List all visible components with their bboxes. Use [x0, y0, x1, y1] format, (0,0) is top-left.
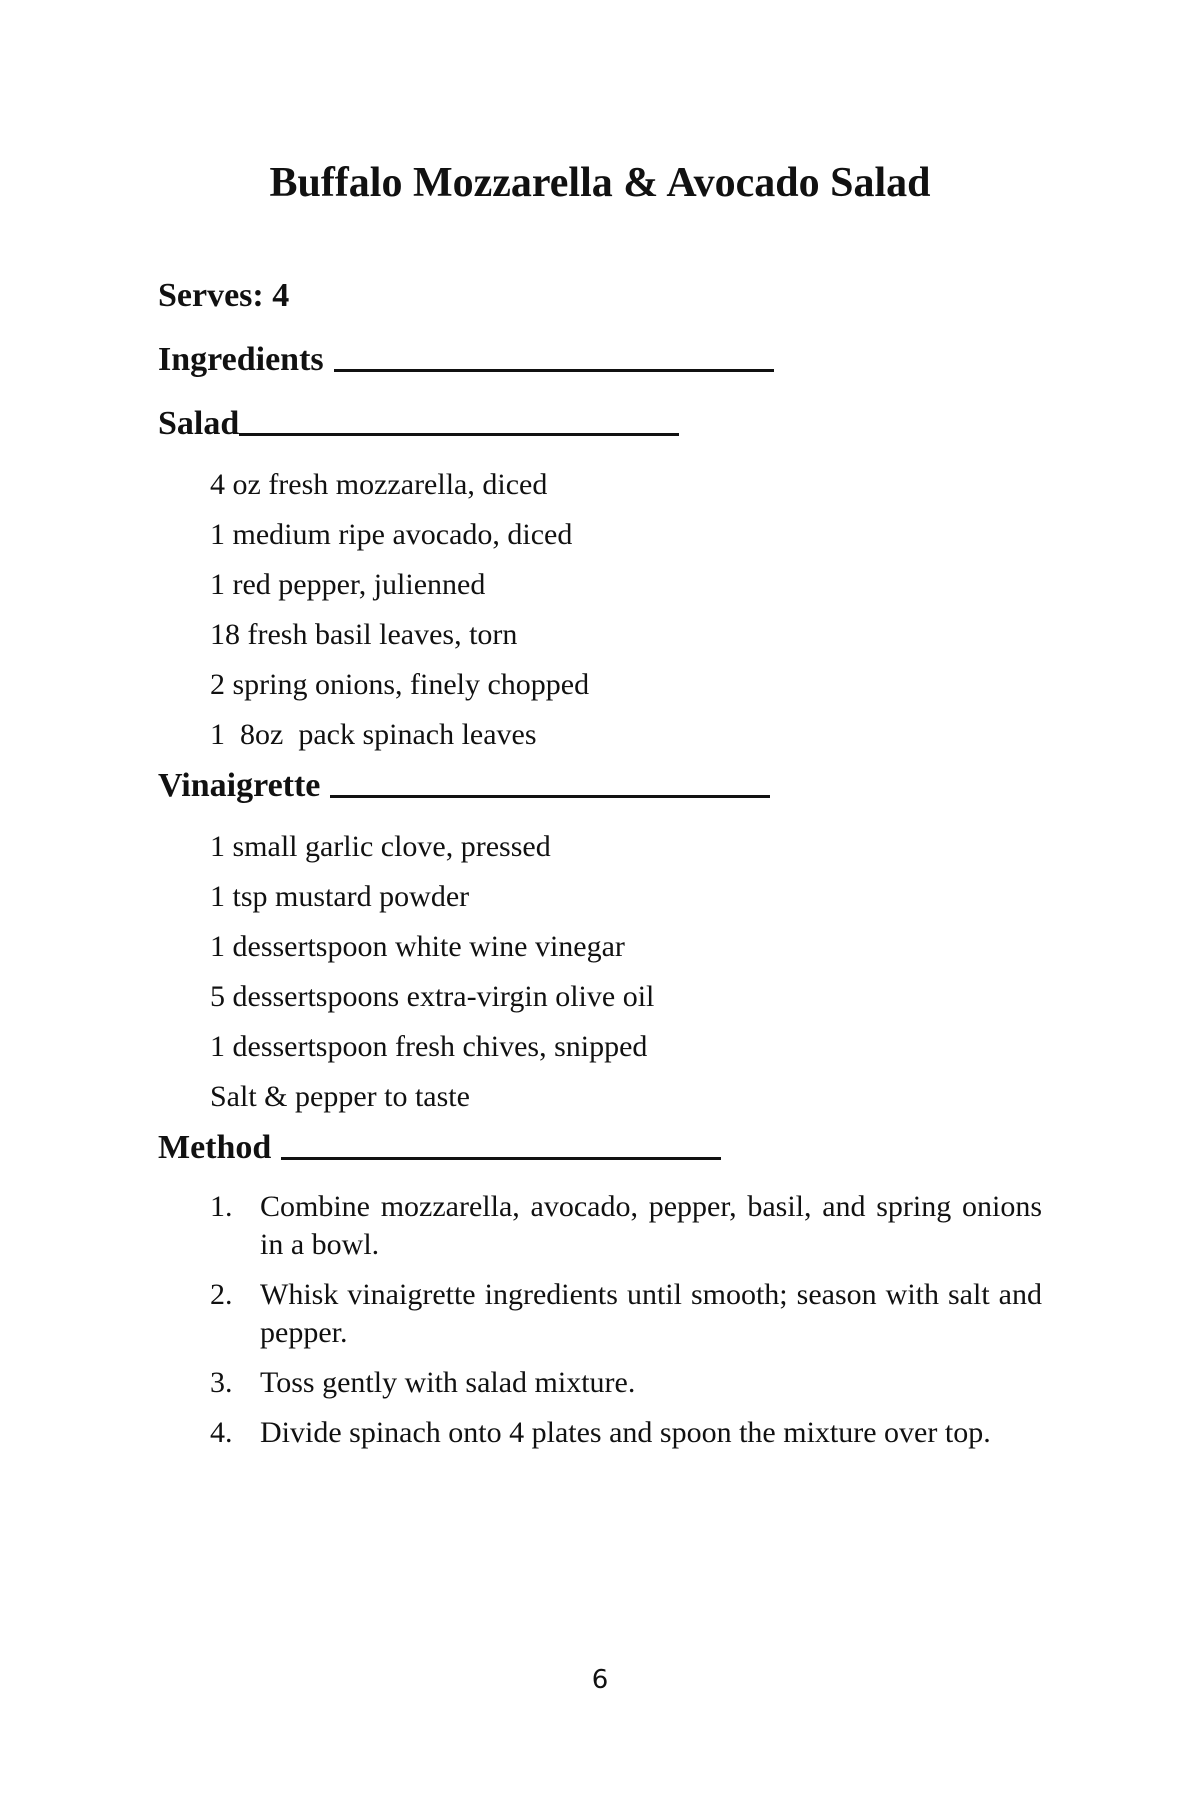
page-number: 6 — [591, 1665, 609, 1695]
ingredients-heading — [158, 340, 774, 380]
ingredients-label: Ingredients — [158, 341, 324, 378]
list-item: 1 dessertspoon white wine vinegar — [210, 930, 625, 963]
method-step — [210, 1188, 1042, 1264]
list-item: 2 spring onions, finely chopped — [210, 668, 590, 701]
list-item: 5 dessertspoons extra-virgin olive oil — [210, 980, 655, 1013]
method-heading — [158, 1128, 721, 1168]
method-label: Method — [158, 1129, 272, 1166]
salad-ingredient-list — [210, 460, 589, 760]
step-text: Divide spinach onto 4 plates and spoon the mixture over top. — [260, 1416, 991, 1449]
step-text: Toss gently with salad mixture. — [260, 1366, 636, 1399]
salad-label: Salad — [158, 405, 240, 442]
step-number: 4. — [210, 1416, 233, 1449]
method-step — [210, 1414, 1042, 1452]
list-item: 1 8oz pack spinach leaves — [210, 718, 537, 751]
step-text: Whisk vinaigrette ingredients until smooth; season with salt and pepper. — [260, 1278, 1042, 1349]
vinaigrette-label: Vinaigrette — [158, 767, 321, 804]
vinaigrette-heading — [158, 766, 770, 806]
step-number: 2. — [210, 1278, 233, 1311]
list-item: 1 small garlic clove, pressed — [210, 830, 551, 863]
recipe-title: Buffalo Mozzarella & Avocado Salad — [269, 160, 931, 206]
method-steps-list — [210, 1188, 1042, 1464]
method-rule — [281, 1157, 721, 1160]
list-item: 4 oz fresh mozzarella, diced — [210, 468, 548, 501]
list-item: 1 medium ripe avocado, diced — [210, 518, 573, 551]
list-item: Salt & pepper to taste — [210, 1080, 470, 1113]
list-item: 1 red pepper, julienned — [210, 568, 486, 601]
list-item: 1 tsp mustard powder — [210, 880, 470, 913]
ingredients-rule — [334, 369, 774, 372]
serves-label: Serves: 4 — [158, 277, 290, 314]
step-number: 1. — [210, 1190, 233, 1223]
salad-rule — [239, 433, 679, 436]
salad-heading — [158, 404, 679, 444]
serves-heading — [158, 276, 289, 316]
vinaigrette-ingredient-list — [210, 822, 654, 1122]
vinaigrette-rule — [330, 795, 770, 798]
step-number: 3. — [210, 1366, 233, 1399]
method-step — [210, 1276, 1042, 1352]
list-item: 1 dessertspoon fresh chives, snipped — [210, 1030, 648, 1063]
list-item: 18 fresh basil leaves, torn — [210, 618, 518, 651]
step-text: Combine mozzarella, avocado, pepper, basil, and spring onions in a bowl. — [260, 1190, 1042, 1261]
method-step — [210, 1364, 1042, 1402]
